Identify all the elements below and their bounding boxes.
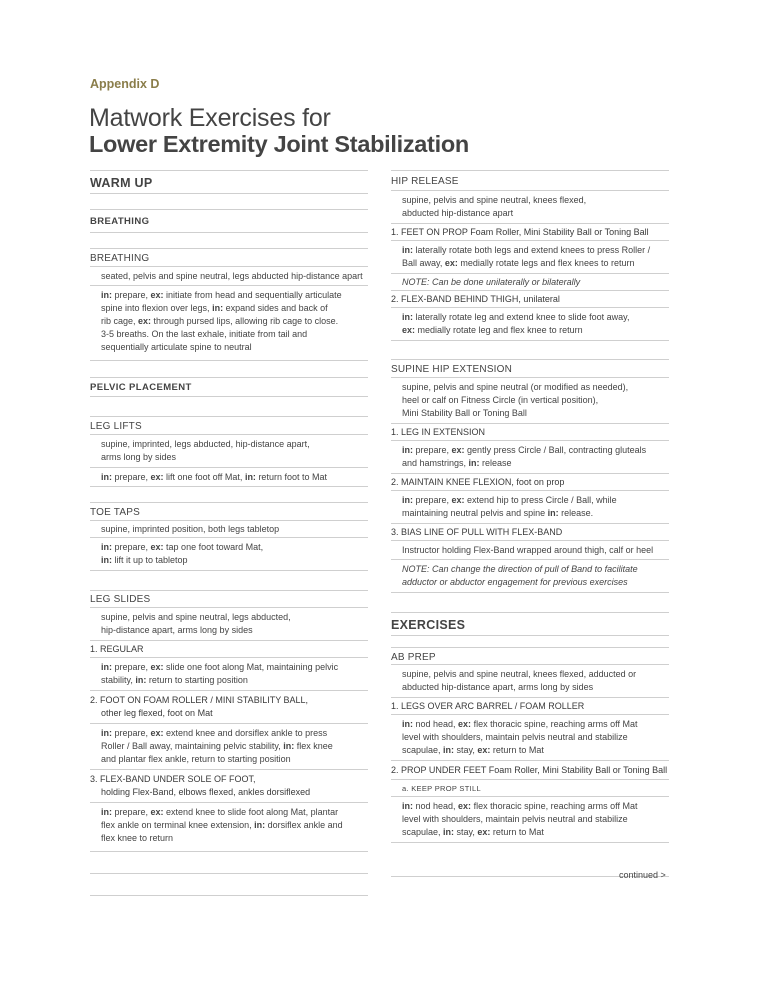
spacer-row [391,593,669,613]
ab-prep-item-1: 1. LEGS OVER ARC BARREL / FOAM ROLLER [391,698,669,715]
supine-hip-item-2-instructions: in: prepare, ex: extend hip to press Circle / Ball, while maintaining neutral pelvis and spine in: release. [391,491,669,524]
leg-slides-item-1: 1. REGULAR [90,641,368,658]
hip-release-heading: HIP RELEASE [391,170,669,191]
continued-link: continued > [619,870,666,880]
appendix-label: Appendix D [90,77,160,91]
leg-slides-item-3-instructions: in: prepare, ex: extend knee to slide foot along Mat, plantar flex ankle on terminal knee extension, in: dorsiflex ankle and flex knee to return [90,803,368,852]
ab-prep-item-2a: a. KEEP PROP STILL [391,780,669,797]
leg-slides-item-2: 2. FOOT ON FOAM ROLLER / MINI STABILITY BALL, other leg flexed, foot on Mat [90,691,368,724]
ab-prep-item-1-instructions: in: nod head, ex: flex thoracic spine, reaching arms off Mat level with shoulders, maintain pelvis neutral and stabilize scapulae, in: stay, ex: return to Mat [391,715,669,761]
hip-release-setup: supine, pelvis and spine neutral, knees flexed, abducted hip-distance apart [391,191,669,224]
supine-hip-item-2: 2. MAINTAIN KNEE FLEXION, foot on prop [391,474,669,491]
page-title-line1: Matwork Exercises for [89,104,331,132]
breathing-section-heading: BREATHING [90,210,368,233]
left-column [90,170,368,896]
right-column [391,170,669,877]
supine-hip-extension-heading: SUPINE HIP EXTENSION [391,360,669,378]
hip-release-item-1-instructions: in: laterally rotate both legs and extend knees to press Roller / Ball away, ex: medially rotate legs and flex knees to return [391,241,669,274]
supine-hip-item-1-instructions: in: prepare, ex: gently press Circle / Ball, contracting gluteals and hamstrings, in: release [391,441,669,474]
leg-slides-item-3: 3. FLEX-BAND UNDER SOLE OF FOOT, holding Flex-Band, elbows flexed, ankles dorsiflexed [90,770,368,803]
toe-taps-instructions: in: prepare, ex: tap one foot toward Mat, in: lift it up to tabletop [90,538,368,571]
supine-hip-item-3-text: Instructor holding Flex-Band wrapped around thigh, calf or heel [391,541,669,560]
breathing-exercise-heading: BREATHING [90,249,368,267]
toe-taps-heading: TOE TAPS [90,503,368,521]
hip-release-item-2-instructions: in: laterally rotate leg and extend knee to slide foot away, ex: medially rotate leg and flex knee to return [391,308,669,341]
supine-hip-extension-setup: supine, pelvis and spine neutral (or modified as needed), heel or calf on Fitness Circle (in vertical position), Mini Stability Ball or Toning Ball [391,378,669,424]
spacer-row [90,361,368,378]
spacer-row [90,571,368,591]
ab-prep-setup: supine, pelvis and spine neutral, knees flexed, adducted or abducted hip-distance apart, arms long by sides [391,665,669,698]
breathing-instructions: in: prepare, ex: initiate from head and sequentially articulate spine into flexion over legs, in: expand sides and back of rib cage, ex: through pursed lips, allowing rib cage to close. 3-5 breaths. On the last exhale, initiate from tail and sequentially articulate spine to neutral [90,286,368,361]
leg-slides-setup: supine, pelvis and spine neutral, legs abducted, hip-distance apart, arms long by sides [90,608,368,641]
leg-slides-heading: LEG SLIDES [90,591,368,608]
supine-hip-item-1: 1. LEG IN EXTENSION [391,424,669,441]
spacer-row [391,341,669,360]
leg-slides-item-2-instructions: in: prepare, ex: extend knee and dorsiflex ankle to press Roller / Ball away, maintaining pelvic stability, in: flex knee and plantar flex ankle, return to starting position [90,724,368,770]
supine-hip-note: NOTE: Can change the direction of pull of Band to facilitate adductor or abductor engagement for previous exercises [391,560,669,593]
pelvic-placement-heading: PELVIC PLACEMENT [90,378,368,397]
ab-prep-item-2: 2. PROP UNDER FEET Foam Roller, Mini Stability Ball or Toning Ball [391,761,669,780]
warm-up-heading: WARM UP [90,170,368,194]
hip-release-item-1: 1. FEET ON PROP Foam Roller, Mini Stability Ball or Toning Ball [391,224,669,241]
leg-slides-item-1-instructions: in: prepare, ex: slide one foot along Mat, maintaining pelvic stability, in: return to starting position [90,658,368,691]
spacer-row [391,636,669,648]
hip-release-item-2: 2. FLEX-BAND BEHIND THIGH, unilateral [391,291,669,308]
ab-prep-item-2-instructions: in: nod head, ex: flex thoracic spine, reaching arms off Mat level with shoulders, maintain pelvis neutral and stabilize scapulae, in: stay, ex: return to Mat [391,797,669,843]
leg-lifts-setup: supine, imprinted, legs abducted, hip-distance apart, arms long by sides [90,435,368,468]
toe-taps-setup: supine, imprinted position, both legs tabletop [90,521,368,538]
hip-release-note: NOTE: Can be done unilaterally or bilaterally [391,274,669,291]
leg-lifts-instructions: in: prepare, ex: lift one foot off Mat, in: return foot to Mat [90,468,368,487]
spacer-row [90,487,368,503]
spacer-row [90,852,368,874]
supine-hip-item-3: 3. BIAS LINE OF PULL WITH FLEX-BAND [391,524,669,541]
exercises-heading: EXERCISES [391,613,669,636]
spacer-row [90,194,368,210]
breathing-setup: seated, pelvis and spine neutral, legs abducted hip-distance apart [90,267,368,286]
ab-prep-heading: AB PREP [391,648,669,665]
leg-lifts-heading: LEG LIFTS [90,417,368,435]
spacer-row [90,397,368,417]
spacer-row [90,874,368,896]
page-title-line2: Lower Extremity Joint Stabilization [89,131,469,157]
spacer-row [90,233,368,249]
